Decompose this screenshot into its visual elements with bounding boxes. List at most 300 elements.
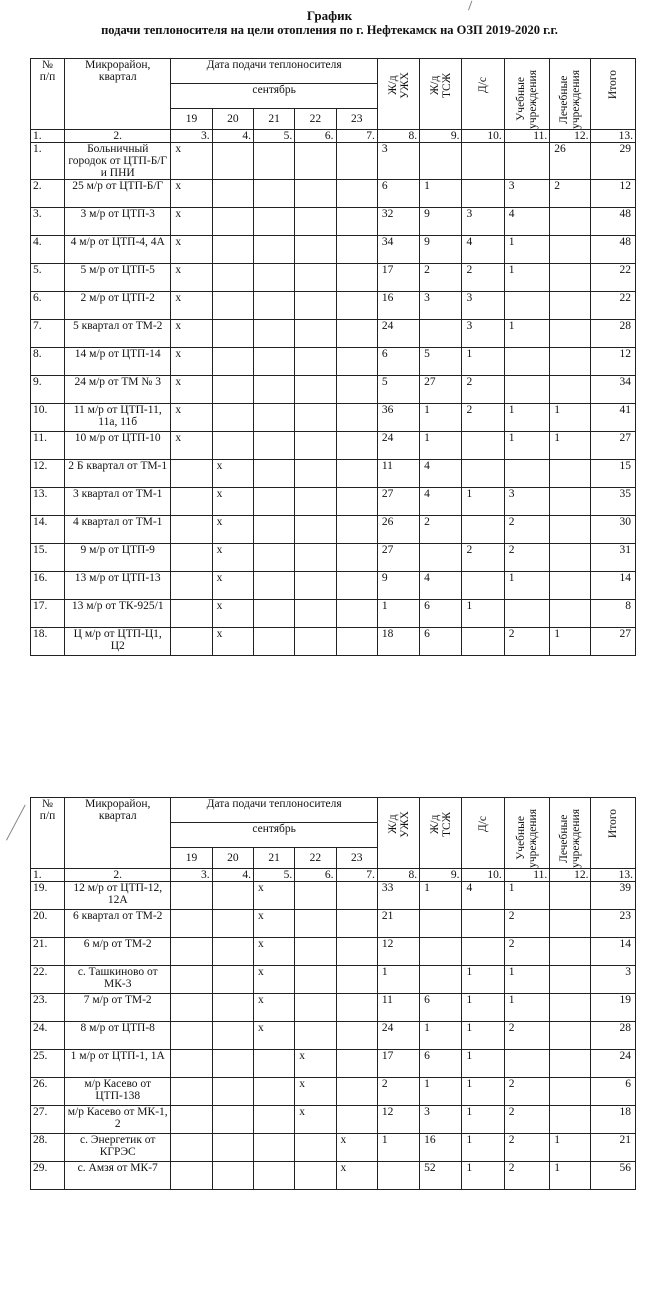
med-value: 1: [550, 404, 591, 432]
table-row: [31, 994, 636, 1022]
index-cell: 12.: [550, 869, 591, 882]
zhd-uzhkh-value: 3: [377, 143, 419, 180]
med-value: [550, 292, 591, 320]
total-value: 41: [591, 404, 636, 432]
date-cell-22: [295, 432, 336, 460]
row-number: 17.: [31, 600, 65, 628]
table-row: [31, 180, 636, 208]
district-name: 2 м/р от ЦТП-2: [65, 292, 171, 320]
index-cell: 2.: [65, 130, 171, 143]
ds-value: 2: [462, 404, 504, 432]
date-cell-23: [336, 236, 377, 264]
zhd-uzhkh-value: 2: [377, 1078, 419, 1106]
zhd-tszh-value: 5: [420, 348, 462, 376]
total-value: 48: [591, 208, 636, 236]
edu-value: 1: [504, 432, 549, 460]
total-value: 31: [591, 544, 636, 572]
med-value: [550, 264, 591, 292]
zhd-uzhkh-value: 17: [377, 264, 419, 292]
district-name: 14 м/р от ЦТП-14: [65, 348, 171, 376]
district-name: 25 м/р от ЦТП-Б/Г: [65, 180, 171, 208]
med-value: [550, 882, 591, 910]
zhd-tszh-value: 6: [420, 994, 462, 1022]
zhd-tszh-value: 1: [420, 882, 462, 910]
zhd-uzhkh-value: 5: [377, 376, 419, 404]
total-value: 24: [591, 1050, 636, 1078]
med-value: [550, 348, 591, 376]
edu-value: [504, 600, 549, 628]
date-cell-20: x: [212, 544, 253, 572]
date-cell-20: [212, 348, 253, 376]
row-number: 7.: [31, 320, 65, 348]
zhd-tszh-value: [420, 910, 462, 938]
ds-value: [462, 143, 504, 180]
zhd-uzhkh-value: 1: [377, 1134, 419, 1162]
district-name: 4 квартал от ТМ-1: [65, 516, 171, 544]
header-month: сентябрь: [171, 84, 377, 109]
district-name: Больничный городок от ЦТП-Б/Г и ПНИ: [65, 143, 171, 180]
table-row: [31, 1134, 636, 1162]
date-cell-23: [336, 966, 377, 994]
zhd-uzhkh-value: 33: [377, 882, 419, 910]
date-cell-23: [336, 994, 377, 1022]
district-name: м/р Касево от МК-1, 2: [65, 1106, 171, 1134]
date-cell-23: [336, 628, 377, 656]
ds-value: 4: [462, 882, 504, 910]
ds-value: [462, 572, 504, 600]
total-value: 48: [591, 236, 636, 264]
date-cell-21: [253, 628, 294, 656]
total-value: 39: [591, 882, 636, 910]
date-cell-22: [295, 966, 336, 994]
date-cell-21: [253, 1162, 294, 1190]
header-ds-text: Д/с: [477, 76, 490, 94]
document-header: [0, 8, 659, 38]
ds-value: [462, 628, 504, 656]
date-cell-21: [253, 432, 294, 460]
date-cell-21: [253, 1078, 294, 1106]
index-cell: 10.: [462, 869, 504, 882]
zhd-uzhkh-value: 6: [377, 180, 419, 208]
zhd-tszh-value: 1: [420, 1078, 462, 1106]
row-number: 15.: [31, 544, 65, 572]
index-row: [31, 130, 636, 143]
date-cell-20: [212, 292, 253, 320]
row-number: 25.: [31, 1050, 65, 1078]
date-cell-22: [295, 516, 336, 544]
ds-value: [462, 432, 504, 460]
index-cell: 4.: [212, 130, 253, 143]
zhd-tszh-value: 1: [420, 180, 462, 208]
index-cell: 1.: [31, 869, 65, 882]
date-cell-21: x: [253, 1022, 294, 1050]
zhd-tszh-value: 27: [420, 376, 462, 404]
district-name: м/р Касево от ЦТП-138: [65, 1078, 171, 1106]
date-cell-21: [253, 292, 294, 320]
med-value: [550, 1022, 591, 1050]
header-date-group: Дата подачи теплоносителя: [171, 59, 377, 84]
ds-value: 3: [462, 320, 504, 348]
row-number: 1.: [31, 143, 65, 180]
date-cell-22: [295, 404, 336, 432]
date-cell-21: [253, 264, 294, 292]
table-row: [31, 1022, 636, 1050]
table-row: [31, 143, 636, 180]
date-cell-19: x: [171, 376, 212, 404]
date-cell-20: [212, 236, 253, 264]
med-value: [550, 572, 591, 600]
row-number: 27.: [31, 1106, 65, 1134]
date-cell-19: [171, 938, 212, 966]
row-number: 6.: [31, 292, 65, 320]
table-row: [31, 488, 636, 516]
date-cell-22: [295, 1162, 336, 1190]
date-cell-21: x: [253, 966, 294, 994]
row-number: 16.: [31, 572, 65, 600]
index-cell: 11.: [504, 869, 549, 882]
table-row: [31, 320, 636, 348]
total-value: 8: [591, 600, 636, 628]
date-cell-23: [336, 544, 377, 572]
date-cell-19: [171, 1050, 212, 1078]
date-cell-21: [253, 180, 294, 208]
index-cell: 7.: [336, 130, 377, 143]
date-cell-23: [336, 264, 377, 292]
header-ds: [462, 798, 504, 869]
edu-value: [504, 348, 549, 376]
total-value: 6: [591, 1078, 636, 1106]
date-cell-23: [336, 1106, 377, 1134]
total-value: 29: [591, 143, 636, 180]
date-cell-20: [212, 376, 253, 404]
table-row: [31, 1162, 636, 1190]
date-cell-22: [295, 488, 336, 516]
total-value: 23: [591, 910, 636, 938]
edu-value: 4: [504, 208, 549, 236]
date-cell-23: [336, 180, 377, 208]
date-cell-19: [171, 516, 212, 544]
date-cell-22: x: [295, 1050, 336, 1078]
district-name: 3 квартал от ТМ-1: [65, 488, 171, 516]
zhd-tszh-value: 3: [420, 1106, 462, 1134]
header-district: Микрорайон, квартал: [65, 59, 171, 130]
date-cell-22: [295, 910, 336, 938]
date-cell-19: [171, 1078, 212, 1106]
zhd-tszh-value: 1: [420, 432, 462, 460]
med-value: 1: [550, 1134, 591, 1162]
zhd-tszh-value: 2: [420, 516, 462, 544]
edu-value: 2: [504, 1162, 549, 1190]
date-cell-21: [253, 376, 294, 404]
med-value: [550, 460, 591, 488]
date-cell-20: x: [212, 488, 253, 516]
date-cell-22: [295, 348, 336, 376]
date-cell-19: x: [171, 292, 212, 320]
table-row: [31, 236, 636, 264]
ds-value: 2: [462, 544, 504, 572]
date-cell-21: [253, 488, 294, 516]
ds-value: [462, 460, 504, 488]
index-cell: 8.: [377, 130, 419, 143]
zhd-tszh-value: [420, 938, 462, 966]
date-cell-19: [171, 628, 212, 656]
total-value: 27: [591, 432, 636, 460]
zhd-tszh-value: [420, 143, 462, 180]
zhd-tszh-value: [420, 320, 462, 348]
edu-value: 3: [504, 488, 549, 516]
date-cell-21: [253, 1050, 294, 1078]
table-row: [31, 600, 636, 628]
edu-value: [504, 1050, 549, 1078]
date-cell-19: [171, 1134, 212, 1162]
total-value: 22: [591, 292, 636, 320]
date-cell-20: [212, 208, 253, 236]
date-cell-21: x: [253, 910, 294, 938]
med-value: [550, 544, 591, 572]
edu-value: 1: [504, 236, 549, 264]
header-date-19: 19: [171, 109, 212, 130]
date-cell-22: [295, 320, 336, 348]
date-cell-23: [336, 320, 377, 348]
edu-value: 1: [504, 404, 549, 432]
ds-value: 3: [462, 208, 504, 236]
schedule-table-1: [30, 58, 636, 656]
index-cell: 9.: [420, 869, 462, 882]
index-cell: 6.: [295, 130, 336, 143]
med-value: 1: [550, 628, 591, 656]
edu-value: 1: [504, 966, 549, 994]
edu-value: [504, 292, 549, 320]
index-cell: 9.: [420, 130, 462, 143]
header-ds: [462, 59, 504, 130]
date-cell-23: [336, 404, 377, 432]
index-cell: 10.: [462, 130, 504, 143]
header-zhd-tszh: [420, 798, 462, 869]
date-cell-23: [336, 292, 377, 320]
med-value: [550, 236, 591, 264]
row-number: 22.: [31, 966, 65, 994]
date-cell-20: x: [212, 600, 253, 628]
date-cell-23: [336, 1078, 377, 1106]
date-cell-19: x: [171, 143, 212, 180]
date-cell-19: [171, 994, 212, 1022]
header-date-23: 23: [336, 109, 377, 130]
date-cell-19: x: [171, 264, 212, 292]
row-number: 13.: [31, 488, 65, 516]
index-cell: 13.: [591, 130, 636, 143]
date-cell-22: [295, 208, 336, 236]
date-cell-23: [336, 910, 377, 938]
index-cell: 3.: [171, 869, 212, 882]
date-cell-23: [336, 572, 377, 600]
ds-value: 1: [462, 348, 504, 376]
index-cell: 2.: [65, 869, 171, 882]
med-value: 2: [550, 180, 591, 208]
table-row: [31, 966, 636, 994]
date-cell-21: [253, 1134, 294, 1162]
date-cell-22: [295, 1022, 336, 1050]
date-cell-22: [295, 292, 336, 320]
date-cell-22: [295, 180, 336, 208]
row-number: 23.: [31, 994, 65, 1022]
table-row: [31, 264, 636, 292]
header-zhd-tszh-text: Ж/д ТСЖ: [428, 811, 453, 837]
table-row: [31, 882, 636, 910]
zhd-tszh-value: 4: [420, 572, 462, 600]
date-cell-21: [253, 236, 294, 264]
table-row: [31, 572, 636, 600]
edu-value: 3: [504, 180, 549, 208]
date-cell-22: [295, 264, 336, 292]
edu-value: [504, 460, 549, 488]
row-number: 10.: [31, 404, 65, 432]
zhd-uzhkh-value: 26: [377, 516, 419, 544]
date-cell-19: x: [171, 236, 212, 264]
header-med-text: Лечебные учреждения: [558, 70, 583, 129]
district-name: 24 м/р от ТМ № 3: [65, 376, 171, 404]
date-cell-20: [212, 1078, 253, 1106]
date-cell-21: [253, 572, 294, 600]
district-name: Ц м/р от ЦТП-Ц1, Ц2: [65, 628, 171, 656]
header-med: [550, 59, 591, 130]
date-cell-23: [336, 143, 377, 180]
zhd-tszh-value: 4: [420, 488, 462, 516]
ds-value: 1: [462, 1050, 504, 1078]
row-number: 11.: [31, 432, 65, 460]
table-row: [31, 404, 636, 432]
table-row: [31, 1050, 636, 1078]
med-value: [550, 1050, 591, 1078]
date-cell-23: [336, 1050, 377, 1078]
date-cell-22: [295, 1134, 336, 1162]
date-cell-21: [253, 404, 294, 432]
date-cell-23: [336, 460, 377, 488]
date-cell-22: x: [295, 1078, 336, 1106]
row-number: 14.: [31, 516, 65, 544]
district-name: 9 м/р от ЦТП-9: [65, 544, 171, 572]
date-cell-22: x: [295, 1106, 336, 1134]
header-num: № п/п: [31, 798, 65, 869]
edu-value: 2: [504, 910, 549, 938]
table-row: [31, 1078, 636, 1106]
zhd-tszh-value: [420, 544, 462, 572]
header-num: № п/п: [31, 59, 65, 130]
index-cell: 1.: [31, 130, 65, 143]
date-cell-19: x: [171, 404, 212, 432]
date-cell-22: [295, 938, 336, 966]
date-cell-20: [212, 910, 253, 938]
district-name: 1 м/р от ЦТП-1, 1А: [65, 1050, 171, 1078]
header-edu: [504, 59, 549, 130]
date-cell-19: [171, 600, 212, 628]
date-cell-19: [171, 1022, 212, 1050]
date-cell-23: [336, 882, 377, 910]
district-name: 5 м/р от ЦТП-5: [65, 264, 171, 292]
date-cell-23: [336, 1022, 377, 1050]
header-date-22: 22: [295, 848, 336, 869]
date-cell-20: x: [212, 572, 253, 600]
header-zhd-uzhkh-text: Ж/д УЖХ: [386, 71, 411, 99]
date-cell-23: [336, 432, 377, 460]
ds-value: 1: [462, 1162, 504, 1190]
district-name: 11 м/р от ЦТП-11, 11а, 11б: [65, 404, 171, 432]
table-row: [31, 628, 636, 656]
district-name: 4 м/р от ЦТП-4, 4А: [65, 236, 171, 264]
index-row: [31, 869, 636, 882]
date-cell-19: [171, 1162, 212, 1190]
date-cell-20: [212, 1050, 253, 1078]
date-cell-20: x: [212, 628, 253, 656]
header-edu: [504, 798, 549, 869]
date-cell-19: [171, 544, 212, 572]
date-cell-19: x: [171, 180, 212, 208]
edu-value: 1: [504, 572, 549, 600]
med-value: 1: [550, 432, 591, 460]
row-number: 29.: [31, 1162, 65, 1190]
zhd-tszh-value: 9: [420, 208, 462, 236]
zhd-tszh-value: [420, 966, 462, 994]
table-row: [31, 910, 636, 938]
date-cell-21: [253, 1106, 294, 1134]
date-cell-22: [295, 600, 336, 628]
date-cell-19: [171, 460, 212, 488]
edu-value: 1: [504, 264, 549, 292]
total-value: 14: [591, 572, 636, 600]
total-value: 12: [591, 180, 636, 208]
row-number: 5.: [31, 264, 65, 292]
header-row: [31, 59, 636, 84]
district-name: 13 м/р от ЦТП-13: [65, 572, 171, 600]
zhd-tszh-value: 16: [420, 1134, 462, 1162]
table-row: [31, 516, 636, 544]
total-value: 21: [591, 1134, 636, 1162]
header-date-21: 21: [253, 109, 294, 130]
date-cell-19: [171, 882, 212, 910]
index-cell: 4.: [212, 869, 253, 882]
total-value: 35: [591, 488, 636, 516]
row-number: 26.: [31, 1078, 65, 1106]
district-name: 12 м/р от ЦТП-12, 12А: [65, 882, 171, 910]
document-subtitle: подачи теплоносителя на цели отопления по г. Нефтекамск на ОЗП 2019-2020 г.г.: [101, 23, 558, 37]
index-cell: 7.: [336, 869, 377, 882]
table-row: [31, 938, 636, 966]
ds-value: 1: [462, 966, 504, 994]
total-value: 22: [591, 264, 636, 292]
index-cell: 6.: [295, 869, 336, 882]
zhd-uzhkh-value: 12: [377, 1106, 419, 1134]
zhd-uzhkh-value: [377, 1162, 419, 1190]
date-cell-22: [295, 236, 336, 264]
table-row: [31, 292, 636, 320]
date-cell-23: [336, 208, 377, 236]
row-number: 19.: [31, 882, 65, 910]
zhd-uzhkh-value: 24: [377, 320, 419, 348]
header-date-21: 21: [253, 848, 294, 869]
ds-value: 1: [462, 600, 504, 628]
index-cell: 13.: [591, 869, 636, 882]
date-cell-21: [253, 348, 294, 376]
zhd-uzhkh-value: 11: [377, 994, 419, 1022]
date-cell-19: x: [171, 208, 212, 236]
zhd-tszh-value: 9: [420, 236, 462, 264]
date-cell-22: [295, 882, 336, 910]
date-cell-20: [212, 994, 253, 1022]
med-value: [550, 488, 591, 516]
zhd-uzhkh-value: 24: [377, 432, 419, 460]
edu-value: 2: [504, 1022, 549, 1050]
date-cell-20: [212, 264, 253, 292]
date-cell-19: [171, 966, 212, 994]
